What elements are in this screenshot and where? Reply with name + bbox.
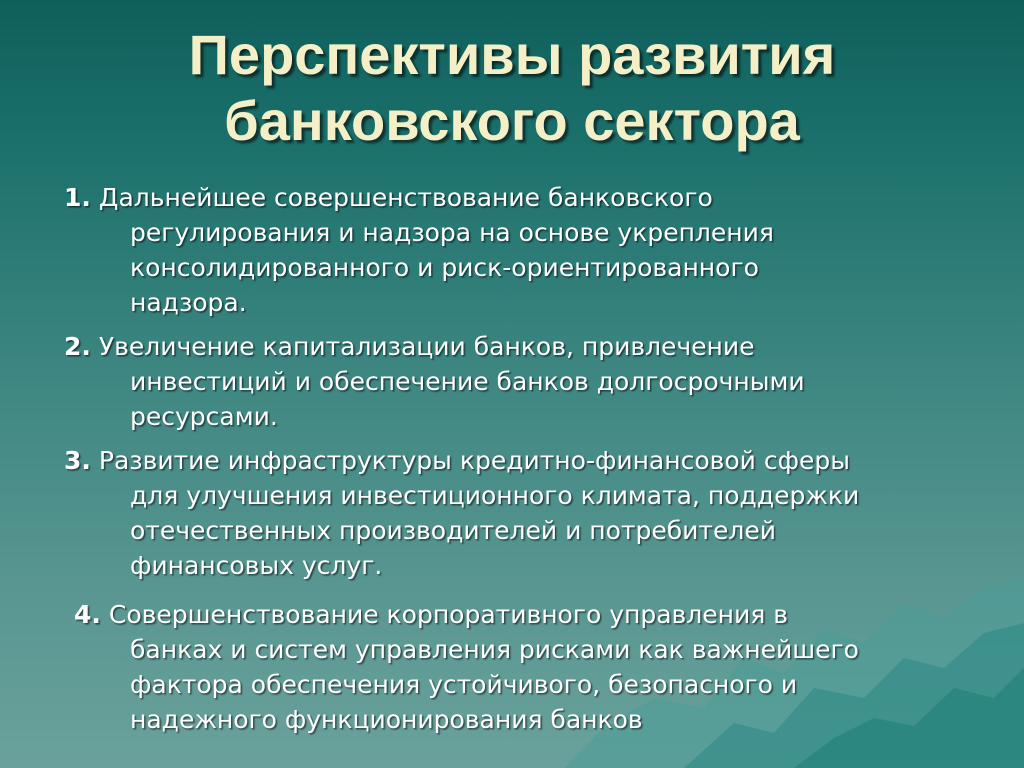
slide-title [0, 22, 1024, 154]
list-item-1-line-4: надзора. [130, 288, 247, 317]
list-item-4-line-1: 4. Совершенствование корпоративного управления в [74, 600, 788, 629]
list-item-2-line-3: ресурсами. [130, 402, 278, 431]
list-item-2-line-2: инвестиций и обеспечение банков долгосрочными [130, 367, 805, 396]
list-item-2-line-1: 2. Увеличение капитализации банков, привлечение [64, 332, 755, 361]
list-item-3-line-4: финансовых услуг. [130, 551, 383, 580]
list-item-1 [64, 180, 964, 320]
list-item-4-number: 4. [74, 600, 101, 629]
list-item-2-number: 2. [64, 332, 91, 361]
list-item-3-line-1: 3. Развитие инфраструктуры кредитно-финансовой сферы [64, 446, 850, 475]
list-item-3-line-2: для улучшения инвестиционного климата, поддержки [130, 481, 860, 510]
title-line-1: Перспективы развития [188, 23, 836, 86]
title-line-2: банковского сектора [224, 89, 800, 152]
list-item-4-line-2: банках и систем управления рисками как важнейшего [130, 635, 859, 664]
list-item-4-line-4: надежного функционирования банков [130, 705, 643, 734]
list-item-1-line-2: регулирования и надзора на основе укрепления [130, 218, 774, 247]
list-item-3-line-3: отечественных производителей и потребителей [130, 516, 776, 545]
list-item-4-line-3: фактора обеспечения устойчивого, безопасного и [130, 670, 798, 699]
list-item-1-number: 1. [64, 183, 91, 212]
list-item-1-line-3: консолидированного и риск-ориентированного [130, 253, 759, 282]
list-item-4 [74, 597, 964, 737]
numbered-list [64, 180, 964, 737]
list-item-1-line-1: 1. Дальнейшее совершенствование банковского [64, 183, 713, 212]
list-item-3 [64, 443, 964, 583]
list-item-3-number: 3. [64, 446, 91, 475]
list-item-2 [64, 329, 964, 434]
